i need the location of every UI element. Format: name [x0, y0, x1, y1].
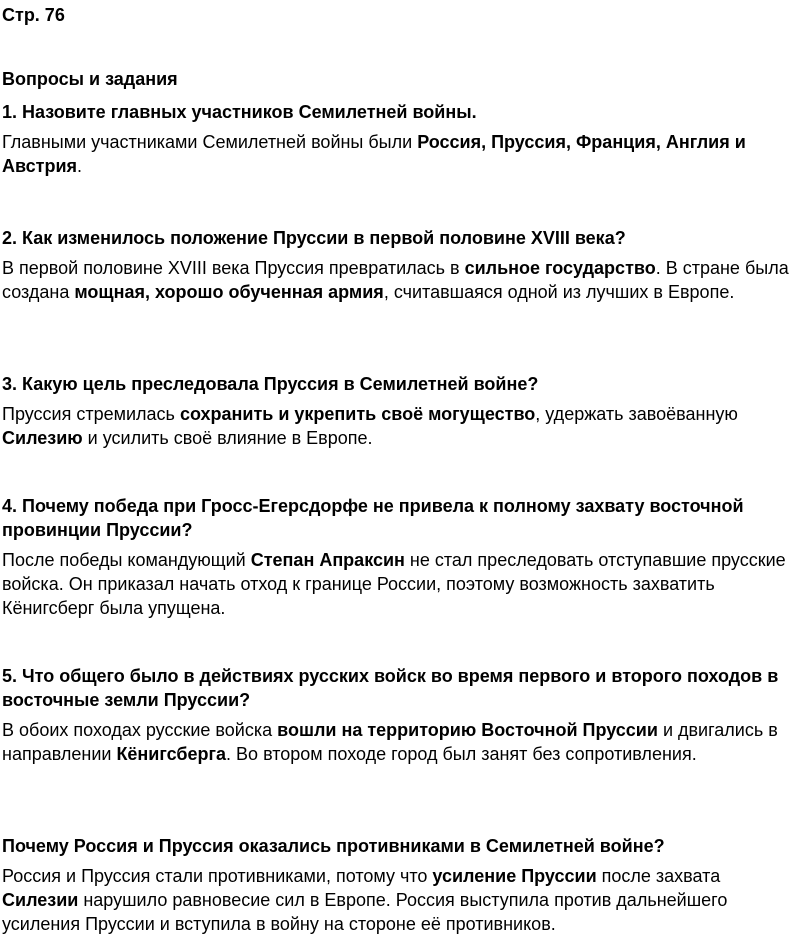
question-5: 5. Что общего было в действиях русских войск во время первого и второго походов в восточные земли Пруссии?	[2, 666, 779, 710]
answer-emphasis: Силезию	[2, 428, 83, 448]
answer-emphasis: мощная, хорошо обученная армия	[74, 282, 384, 302]
answer-text: не стал преследовать отступавшие прусские войска. Он приказал начать отход к границе России, поэтому возможность захватить Кёнигсберг была упущена.	[2, 550, 786, 618]
question-3: 3. Какую цель преследовала Пруссия в Семилетней войне?	[2, 374, 539, 394]
answer-text: В обоих походах русские войска	[2, 720, 278, 740]
answer-emphasis: Степан Апраксин	[250, 550, 405, 570]
answer-text: После победы командующий	[2, 550, 251, 570]
answer-text: Россия и Пруссия стали противниками, потому что	[2, 866, 433, 886]
question-2: 2. Как изменилось положение Пруссии в первой половине XVIII века?	[2, 228, 626, 248]
page-number: Стр. 76	[2, 5, 65, 25]
answer-emphasis: Силезии	[2, 890, 79, 910]
answer-text: , удержать завоёванную	[535, 404, 738, 424]
answer-5	[2, 718, 798, 766]
answer-text: Пруссия стремилась	[2, 404, 180, 424]
answer-4	[2, 548, 798, 620]
answer-1	[2, 130, 798, 178]
qa-item-3	[2, 372, 798, 450]
qa-item-2	[2, 226, 798, 304]
answer-emphasis: сильное государство	[464, 258, 656, 278]
qa-item-5	[2, 664, 798, 766]
answer-text: . Во втором походе город был занят без сопротивления.	[226, 744, 697, 764]
section-title: Вопросы и задания	[2, 69, 178, 89]
answer-text: нарушило равновесие сил в Европе. Россия выступила против дальнейшего усиления Пруссии и вступила в войну на стороне её противников.	[2, 890, 728, 934]
answer-emphasis: вошли на территорию Восточной Пруссии	[277, 720, 658, 740]
answer-text: В первой половине XVIII века Пруссия превратилась в	[2, 258, 465, 278]
answer-text: и усилить своё влияние в Европе.	[82, 428, 373, 448]
answer-2	[2, 256, 798, 304]
question-4: 4. Почему победа при Гросс-Егерсдорфе не привела к полному захвату восточной провинции Пруссии?	[2, 496, 744, 540]
question-6: Почему Россия и Пруссия оказались противниками в Семилетней войне?	[2, 836, 665, 856]
answer-text: после захвата	[596, 866, 721, 886]
answer-text: Главными участниками Семилетней войны были	[2, 132, 418, 152]
answer-6	[2, 864, 798, 936]
answer-text: . В стране была создана	[2, 258, 789, 302]
answer-emphasis: Россия, Пруссия, Франция, Англия и Австрия	[2, 132, 746, 176]
qa-item-4	[2, 494, 798, 620]
answer-emphasis: сохранить и укрепить своё могущество	[179, 404, 536, 424]
answer-text: и двигались в направлении	[2, 720, 778, 764]
answer-3	[2, 402, 798, 450]
answer-emphasis: усиление Пруссии	[432, 866, 597, 886]
qa-item-6	[2, 834, 798, 936]
answer-emphasis: Кёнигсберга	[116, 744, 227, 764]
qa-item-1	[2, 100, 798, 178]
question-1: 1. Назовите главных участников Семилетней войны.	[2, 102, 477, 122]
answer-text: .	[77, 156, 83, 176]
answer-text: , считавшаяся одной из лучших в Европе.	[383, 282, 735, 302]
